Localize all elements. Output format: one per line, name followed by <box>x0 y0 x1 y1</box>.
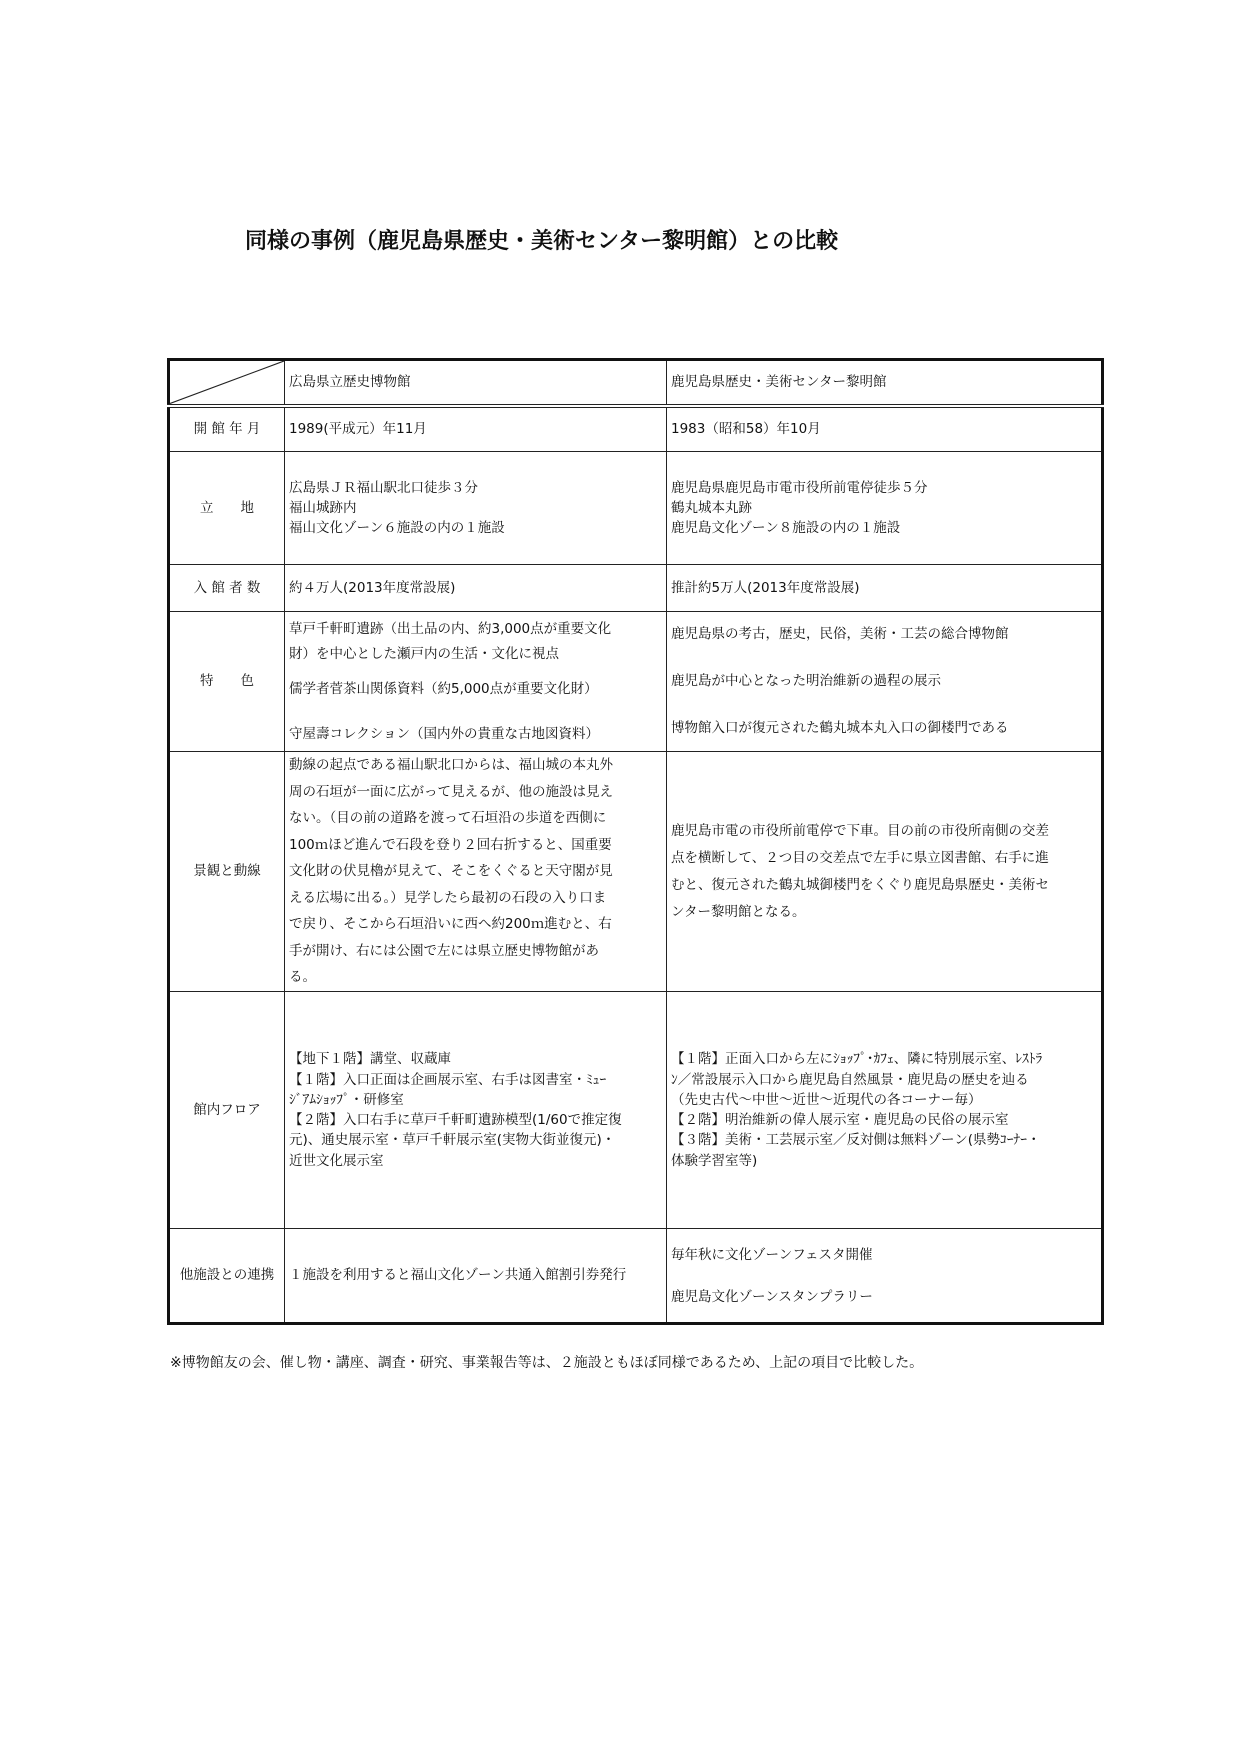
text-line: 鹿児島市電の市役所前電停で下車。目の前の市役所南側の交差 <box>671 822 1049 839</box>
cell-hiroshima-location <box>285 452 667 565</box>
text-line: 鹿児島県の考古，歴史，民俗，美術・工芸の総合博物館 <box>671 626 1009 642</box>
table-header-row <box>169 360 1103 406</box>
table-row-visitors <box>169 565 1103 612</box>
row-label-location: 立 地 <box>169 452 285 565</box>
row-label-floors: 館内フロア <box>169 992 285 1229</box>
text-line: 動線の起点である福山駅北口からは、福山城の本丸外 <box>289 757 613 774</box>
cell-kagoshima-location <box>667 452 1103 565</box>
text-line: 鹿児島県鹿児島市電市役所前電停徒歩５分 <box>671 479 928 496</box>
text-line: 鹿児島文化ゾーンスタンプラリー <box>671 1288 873 1305</box>
text-line: 草戸千軒町遺跡（出土品の内、約3,000点が重要文化 <box>289 620 612 637</box>
text-line: 文化財の伏見櫓が見えて、そこをくぐると天守閣が見 <box>289 863 613 880</box>
text-line: 【１階】正面入口から左にｼｮｯﾌﾟ･ｶﾌｪ、隣に特別展示室、ﾚｽﾄﾗ <box>671 1051 1043 1068</box>
text-line: 約４万人(2013年度常設展) <box>289 579 456 596</box>
text-line: ンター黎明館となる。 <box>671 903 806 920</box>
row-label-visitors: 入 館 者 数 <box>169 565 285 612</box>
text-line: 推計約5万人(2013年度常設展) <box>671 579 860 596</box>
text-line: 鹿児島文化ゾーン８施設の内の１施設 <box>671 520 901 537</box>
footnote: ※博物館友の会、催し物・講座、調査・研究、事業報告等は、２施設ともほぼ同様であるため、上記の項目で比較した。 <box>170 1355 924 1371</box>
text-line: 手が開け、右には公園で左には県立歴史博物館があ <box>289 942 599 959</box>
text-line: 博物館入口が復元された鶴丸城本丸入口の御楼門である <box>671 720 1009 736</box>
cell-hiroshima-cooperation <box>285 1229 667 1324</box>
text-line: 100ｍほど進んで石段を登り２回右折すると、国重要 <box>289 836 612 853</box>
diagonal-corner-cell <box>169 360 285 406</box>
text-line: 元)、通史展示室・草戸千軒展示室(実物大街並復元)・ <box>289 1132 616 1149</box>
text-line: 点を横断して、２つ目の交差点で左手に県立図書館、右手に進 <box>671 849 1049 866</box>
text-line: 福山城跡内 <box>289 499 357 516</box>
text-line: 【２階】入口右手に草戸千軒町遺跡模型(1/60で推定復 <box>289 1112 622 1128</box>
text-line: 【３階】美術・工芸展示室／反対側は無料ゾーン(県勢ｺｰﾅｰ・ <box>671 1132 1041 1149</box>
text-line: 儒学者菅茶山関係資料（約5,000点が重要文化財） <box>289 680 598 697</box>
comparison-table <box>167 358 1104 1325</box>
cell-kagoshima-opening <box>667 406 1103 452</box>
row-label-features: 特 色 <box>169 612 285 752</box>
text-line: 【地下１階】講堂、収蔵庫 <box>289 1051 451 1068</box>
text-line: 体験学習室等) <box>671 1152 758 1169</box>
table-row-cooperation <box>169 1229 1103 1324</box>
cell-hiroshima-floors <box>285 992 667 1229</box>
text-line: １施設を利用すると福山文化ゾーン共通入館割引券発行 <box>289 1267 627 1284</box>
table-row-location <box>169 452 1103 565</box>
cell-kagoshima-route <box>667 752 1103 992</box>
cell-hiroshima-opening <box>285 406 667 452</box>
text-line: 広島県ＪＲ福山駅北口徒歩３分 <box>289 479 478 496</box>
cell-kagoshima-features <box>667 612 1103 752</box>
text-line: 【１階】入口正面は企画展示室、右手は図書室・ﾐｭｰ <box>289 1071 607 1088</box>
table-row-floors <box>169 992 1103 1229</box>
text-line: 【２階】明治維新の偉人展示室・鹿児島の民俗の展示室 <box>671 1112 1009 1128</box>
text-line: 福山文化ゾーン６施設の内の１施設 <box>289 520 505 537</box>
header-hiroshima: 広島県立歴史博物館 <box>285 360 667 406</box>
cell-hiroshima-route <box>285 752 667 992</box>
cell-kagoshima-visitors <box>667 565 1103 612</box>
text-line: 鶴丸城本丸跡 <box>671 499 752 516</box>
text-line: 近世文化展示室 <box>289 1152 384 1169</box>
cell-kagoshima-floors <box>667 992 1103 1229</box>
text-line: で戻り、そこから石垣沿いに西へ約200ｍ進むと、右 <box>289 916 612 933</box>
text-line: 財）を中心とした瀬戸内の生活・文化に視点 <box>289 645 559 662</box>
row-label-cooperation: 他施設との連携 <box>169 1229 285 1324</box>
text-line: ない。（目の前の道路を渡って石垣沿の歩道を西側に <box>289 810 607 827</box>
text-line: 1983（昭和58）年10月 <box>671 421 821 438</box>
table-row-opening <box>169 406 1103 452</box>
table-row-route <box>169 752 1103 992</box>
text-line: 毎年秋に文化ゾーンフェスタ開催 <box>671 1246 873 1263</box>
text-line: 鹿児島が中心となった明治維新の過程の展示 <box>671 673 941 689</box>
text-line: 守屋壽コレクション（国内外の貴重な古地図資料） <box>289 725 599 742</box>
table-row-features <box>169 612 1103 752</box>
text-line: （先史古代～中世～近世～近現代の各コーナー毎） <box>671 1091 982 1108</box>
text-line: える広場に出る。）見学したら最初の石段の入り口ま <box>289 889 607 906</box>
row-label-route: 景観と動線 <box>169 752 285 992</box>
text-line: ﾝ／常設展示入口から鹿児島自然風景・鹿児島の歴史を辿る <box>671 1071 1029 1088</box>
page-title: 同様の事例（鹿児島県歴史・美術センター黎明館）との比較 <box>245 229 839 254</box>
header-kagoshima: 鹿児島県歴史・美術センター黎明館 <box>667 360 1103 406</box>
cell-kagoshima-cooperation <box>667 1229 1103 1324</box>
row-label-opening: 開 館 年 月 <box>169 406 285 452</box>
text-line: ｼﾞｱﾑｼｮｯﾌﾟ・研修室 <box>289 1091 404 1108</box>
cell-hiroshima-features <box>285 612 667 752</box>
text-line: る。 <box>289 969 316 986</box>
text-line: むと、復元された鶴丸城御楼門をくぐり鹿児島県歴史・美術セ <box>671 876 1049 893</box>
cell-hiroshima-visitors <box>285 565 667 612</box>
diagonal-line <box>170 361 284 404</box>
text-line: 周の石垣が一面に広がって見えるが、他の施設は見え <box>289 783 613 800</box>
text-line: 1989(平成元）年11月 <box>289 421 427 438</box>
